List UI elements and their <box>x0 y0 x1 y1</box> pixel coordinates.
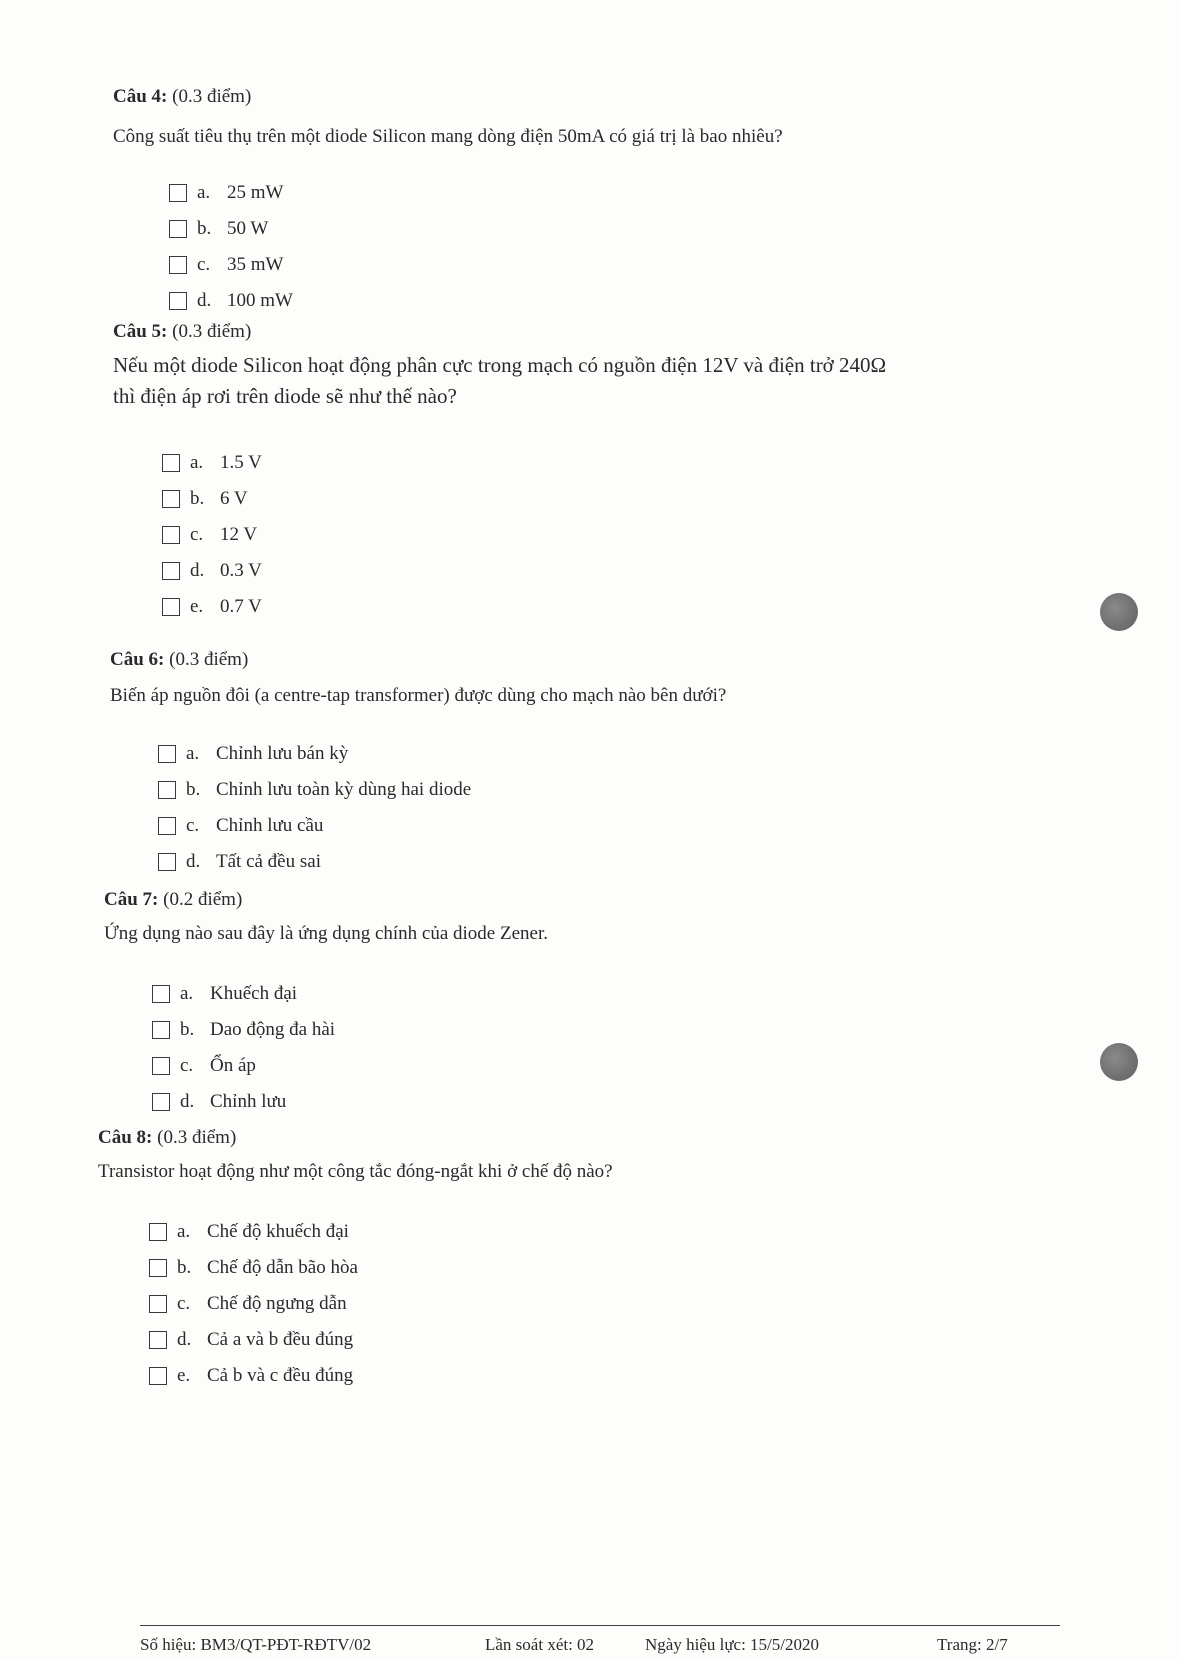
option-letter: d. <box>180 1091 195 1112</box>
question-number: Câu 4: <box>113 86 168 107</box>
option-letter: d. <box>186 851 201 872</box>
question-5 <box>113 320 887 617</box>
checkbox[interactable] <box>149 1259 167 1277</box>
option-c[interactable] <box>158 808 471 844</box>
footer-revision: Lần soát xét: 02 <box>485 1635 595 1654</box>
option-letter: a. <box>177 1221 191 1242</box>
option-text: 0.7 V <box>220 596 262 617</box>
question-text <box>113 350 886 412</box>
option-b[interactable] <box>162 481 262 517</box>
question-points: (0.3 điểm) <box>169 649 249 670</box>
option-letter: b. <box>186 779 201 800</box>
footer-doc-code: Số hiệu: BM3/QT-PĐT-RĐTV/02 <box>140 1635 372 1654</box>
checkbox[interactable] <box>162 598 180 616</box>
checkbox[interactable] <box>149 1223 167 1241</box>
option-letter: a. <box>186 743 200 764</box>
checkbox[interactable] <box>149 1295 167 1313</box>
option-text: 1.5 V <box>220 452 262 473</box>
option-e[interactable] <box>162 589 262 625</box>
checkbox[interactable] <box>158 745 176 763</box>
option-text: 25 mW <box>227 182 284 203</box>
option-text: Chỉnh lưu bán kỳ <box>216 743 349 764</box>
footer-page-number: Trang: 2/7 <box>937 1635 1008 1654</box>
binder-hole <box>1100 1043 1138 1081</box>
option-text: Dao động đa hài <box>210 1019 336 1040</box>
checkbox[interactable] <box>149 1331 167 1349</box>
checkbox[interactable] <box>149 1367 167 1385</box>
option-a[interactable] <box>158 736 471 772</box>
option-text: Ổn áp <box>210 1055 256 1076</box>
checkbox[interactable] <box>152 1093 170 1111</box>
checkbox[interactable] <box>152 985 170 1003</box>
checkbox[interactable] <box>162 526 180 544</box>
option-c[interactable] <box>149 1286 358 1322</box>
option-b[interactable] <box>169 211 293 247</box>
question-points: (0.3 điểm) <box>172 86 252 107</box>
option-a[interactable] <box>152 976 335 1012</box>
option-text: 50 W <box>227 218 269 239</box>
options-list <box>169 175 293 319</box>
option-b[interactable] <box>149 1250 358 1286</box>
option-letter: e. <box>190 596 204 617</box>
option-c[interactable] <box>162 517 262 553</box>
option-text: Chế độ dẫn bão hòa <box>207 1257 358 1278</box>
footer <box>140 1635 1060 1655</box>
question-header <box>110 648 726 672</box>
option-text: Tất cả đều sai <box>216 851 321 872</box>
options-list <box>152 976 335 1120</box>
option-e[interactable] <box>149 1358 358 1394</box>
option-a[interactable] <box>169 175 293 211</box>
question-text-line: Ứng dụng nào sau đây là ứng dụng chính của diode Zener. <box>104 923 548 944</box>
option-text: Chỉnh lưu toàn kỳ dùng hai diode <box>216 779 472 800</box>
options-list <box>162 445 262 625</box>
binder-hole <box>1100 593 1138 631</box>
option-b[interactable] <box>152 1012 335 1048</box>
option-b[interactable] <box>158 772 471 808</box>
option-letter: a. <box>190 452 204 473</box>
checkbox[interactable] <box>169 220 187 238</box>
checkbox[interactable] <box>169 292 187 310</box>
option-d[interactable] <box>162 553 262 589</box>
option-c[interactable] <box>169 247 293 283</box>
checkbox[interactable] <box>152 1057 170 1075</box>
question-8 <box>98 1126 613 1386</box>
option-text: Khuếch đại <box>210 983 298 1004</box>
option-letter: d. <box>190 560 205 581</box>
question-number: Câu 8: <box>98 1127 153 1148</box>
question-header <box>113 85 783 109</box>
option-text: 6 V <box>220 488 248 509</box>
question-text <box>113 121 783 152</box>
option-text: Cả b và c đều đúng <box>207 1365 354 1386</box>
option-letter: d. <box>197 290 212 311</box>
question-text-line: Nếu một diode Silicon hoạt động phân cực trong mạch có nguồn điện 12V và điện trở 240Ω <box>113 353 887 377</box>
checkbox[interactable] <box>162 562 180 580</box>
option-letter: c. <box>186 815 200 836</box>
option-letter: b. <box>180 1019 195 1040</box>
option-letter: b. <box>190 488 205 509</box>
question-header <box>104 888 548 912</box>
checkbox[interactable] <box>162 454 180 472</box>
option-a[interactable] <box>149 1214 358 1250</box>
option-text: Chế độ ngưng dẫn <box>207 1293 347 1314</box>
option-text: 100 mW <box>227 290 293 311</box>
checkbox[interactable] <box>158 781 176 799</box>
option-text: Cả a và b đều đúng <box>207 1329 354 1350</box>
question-text <box>98 1156 613 1187</box>
footer-effective-date: Ngày hiệu lực: 15/5/2020 <box>645 1635 819 1654</box>
checkbox[interactable] <box>162 490 180 508</box>
option-text: 35 mW <box>227 254 284 275</box>
question-text-line: Transistor hoạt động như một công tắc đóng-ngắt khi ở chế độ nào? <box>98 1161 613 1182</box>
option-text: Chỉnh lưu cầu <box>216 815 324 836</box>
question-number: Câu 5: <box>113 321 168 342</box>
option-d[interactable] <box>158 844 471 880</box>
question-points: (0.2 điểm) <box>163 889 243 910</box>
question-number: Câu 6: <box>110 649 165 670</box>
question-points: (0.3 điểm) <box>157 1127 237 1148</box>
options-list <box>149 1214 358 1394</box>
checkbox[interactable] <box>169 184 187 202</box>
option-letter: a. <box>197 182 211 203</box>
footer-divider <box>140 1625 1060 1626</box>
question-text-line: Biến áp nguồn đôi (a centre-tap transformer) được dùng cho mạch nào bên dưới? <box>110 685 727 706</box>
option-c[interactable] <box>152 1048 335 1084</box>
option-a[interactable] <box>162 445 262 481</box>
question-text <box>110 680 726 711</box>
question-6 <box>110 648 727 872</box>
option-text: 0.3 V <box>220 560 262 581</box>
question-text <box>104 918 548 949</box>
option-text: Chỉnh lưu <box>210 1091 287 1112</box>
option-letter: b. <box>177 1257 192 1278</box>
option-text: Chế độ khuếch đại <box>207 1221 349 1242</box>
checkbox[interactable] <box>158 817 176 835</box>
options-list <box>158 736 471 880</box>
question-4 <box>113 85 783 311</box>
checkbox[interactable] <box>158 853 176 871</box>
option-letter: b. <box>197 218 212 239</box>
option-d[interactable] <box>149 1322 358 1358</box>
option-letter: c. <box>197 254 211 275</box>
option-letter: c. <box>190 524 204 545</box>
option-letter: e. <box>177 1365 191 1386</box>
option-letter: c. <box>180 1055 194 1076</box>
question-number: Câu 7: <box>104 889 159 910</box>
option-letter: a. <box>180 983 194 1004</box>
question-header <box>98 1126 613 1150</box>
option-d[interactable] <box>152 1084 335 1120</box>
option-letter: c. <box>177 1293 191 1314</box>
option-letter: d. <box>177 1329 192 1350</box>
option-d[interactable] <box>169 283 293 319</box>
question-points: (0.3 điểm) <box>172 321 252 342</box>
question-text-line: thì điện áp rơi trên diode sẽ như thế nào? <box>113 384 457 408</box>
option-text: 12 V <box>220 524 258 545</box>
question-7 <box>104 888 548 1112</box>
question-text-line: Công suất tiêu thụ trên một diode Silicon mang dòng điện 50mA có giá trị là bao nhiêu? <box>113 126 783 147</box>
checkbox[interactable] <box>169 256 187 274</box>
question-header <box>113 320 886 344</box>
checkbox[interactable] <box>152 1021 170 1039</box>
